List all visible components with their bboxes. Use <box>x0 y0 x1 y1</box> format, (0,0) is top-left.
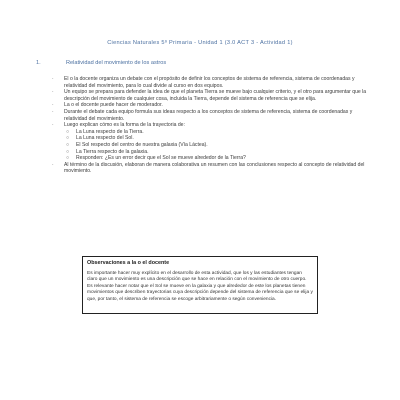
list-item <box>52 89 368 102</box>
bullet-icon: · <box>52 108 54 115</box>
bullet-icon: ○ <box>66 148 70 155</box>
observations-box <box>82 256 318 314</box>
activity-content <box>52 76 368 175</box>
list-item <box>52 122 368 129</box>
sub-list-item <box>58 155 368 162</box>
observations-title: Observaciones a la o el docente <box>87 260 170 266</box>
section-number: 1. <box>36 60 41 66</box>
list-item-text: Responden: ¿Es un error decir que el Sol se mueve alrededor de la Tierra? <box>76 155 246 162</box>
observations-text: Es importante hacer muy explícito en el desarrollo de esta actividad, que los y las estudiantes tengan claro que un movimiento es una descripción que se hace en relación con el movimiento de otro cuerpo. Es relevante hacer notar que el Sol se mueve en la galaxia y que alrededor de este los planetas tienen movimientos que describen trayectorias cuya descripción depende del sistema de referencia que se elija y que, por tanto, el sistema de referencia se escoge arbitrariamente o según conveniencia. <box>87 271 313 302</box>
list-item-text: El Sol respecto del centro de nuestra galaxia (Vía Láctea). <box>76 141 208 148</box>
bullet-icon: · <box>52 89 54 96</box>
list-item <box>52 76 368 89</box>
list-item-text: El o la docente organiza un debate con el propósito de definir los conceptos de sistema de referencia, sistema de coordenadas y relatividad del movimiento, para lo cual divide al curso en dos equipos. <box>64 76 355 89</box>
sub-list-item <box>58 149 368 156</box>
bullet-icon: ○ <box>66 135 70 142</box>
sub-list-item <box>58 142 368 149</box>
bullet-icon: · <box>52 122 54 129</box>
list-item <box>52 102 368 109</box>
list-item-text: Durante el debate cada equipo formula sus ideas respecto a los conceptos de sistema de referencia, sistema de coordenadas y relatividad del movimiento. <box>64 108 353 122</box>
bullet-icon: · <box>52 102 54 109</box>
list-item-text: Un equipo se prepara para defender la idea de que el planeta Tierra se mueve bajo cualquier criterio, y el otro para argumentar que la descripción del movimiento de cualquier cosa, incluida la Tierra, depende del sistema de referencia que se elija. <box>64 89 367 102</box>
bullet-icon: ○ <box>66 141 70 148</box>
sub-list-item <box>58 135 368 142</box>
bullet-icon: · <box>52 76 54 82</box>
list-item-text: Al término de la discusión, elaboran de manera colaborativa un resumen con las conclusiones respecto al concepto de relatividad del movimiento. <box>64 161 365 175</box>
list-item-text: La o el docente puede hacer de moderador. <box>64 102 163 109</box>
list-item-text: La Luna respecto de la Tierra. <box>76 128 144 135</box>
bullet-icon: ○ <box>66 128 70 135</box>
list-item-text: La Tierra respecto de la galaxia. <box>76 148 149 155</box>
section-title <box>36 60 366 66</box>
list-item-text: Luego explican cómo es la forma de la trayectoria de: <box>64 122 185 129</box>
list-item <box>52 161 368 175</box>
list-item <box>52 108 368 122</box>
sub-list-item <box>58 129 368 136</box>
list-item-text: La Luna respecto del Sol. <box>76 135 134 142</box>
section-title-text: Relatividad del movimiento de los astros <box>66 60 167 66</box>
bullet-icon: ○ <box>66 155 70 162</box>
bullet-icon: · <box>52 161 54 168</box>
page-header: Ciencias Naturales 5º Primaria - Unidad 1 (3.0 ACT 3 - Actividad 1) <box>107 40 293 46</box>
